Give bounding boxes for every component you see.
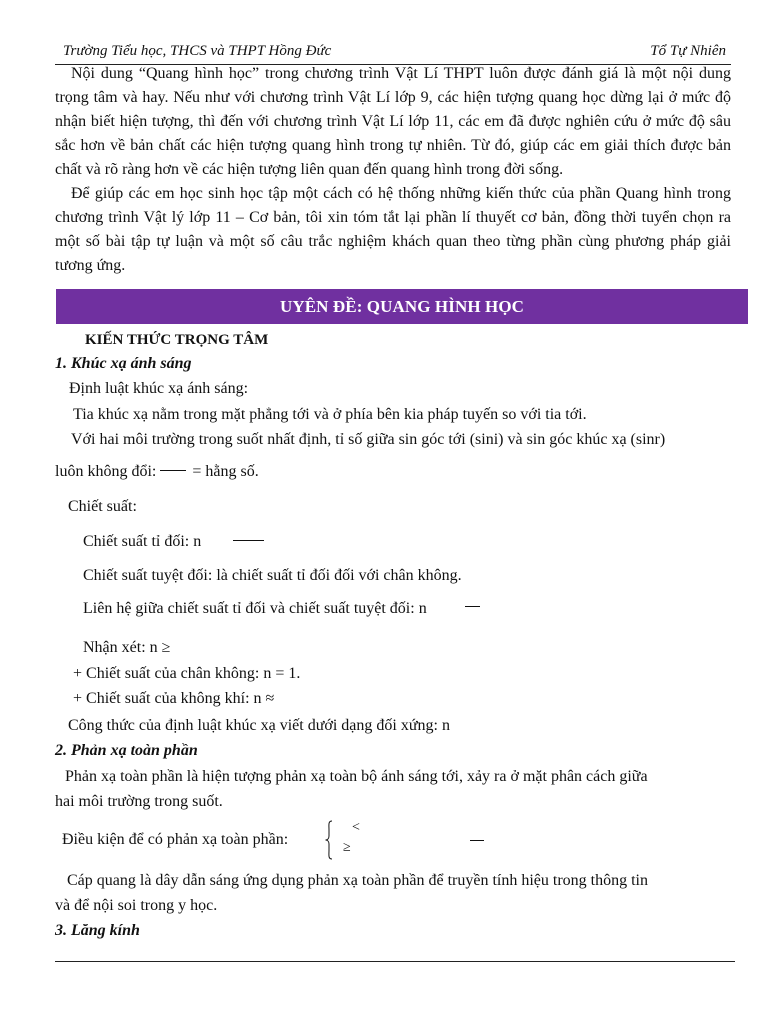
department-name: Tổ Tự Nhiên [650,43,726,59]
total-reflection-line-2: hai môi trường trong suốt. [55,793,223,810]
remark-line: Nhận xét: n ≥ [83,639,171,656]
relative-index-line [83,531,266,553]
document-page [55,0,731,1024]
intro-paragraph-2: Để giúp các em học sinh học tập một cách có hệ thống những kiến thức của phần Quang hình trong chương trình Vật lý lớp 11 – Cơ bản, tôi xin tóm tắt lại phần lí thuyết cơ bản, đồng thời tuyển chọn ra một số bài tập tự luận và một số câu trắc nghiệm khách quan theo từng phần cùng phương pháp giải tương ứng. [55,185,731,274]
fiber-optic-line-2: và để nội soi trong y học. [55,897,218,914]
refractive-index-title: Chiết suất: [68,498,137,515]
refraction-law-line-1: Tia khúc xạ nằm trong mặt phẳng tới và ở phía bên kia pháp tuyến so với tia tới. [73,406,587,423]
refraction-law-title: Định luật khúc xạ ánh sáng: [69,380,249,397]
law-line-3-suffix: = hằng số. [192,463,259,480]
intro-paragraph-1: Nội dung “Quang hình học” trong chương trình Vật Lí THPT luôn được đánh giá là một nội dung trọng tâm và hay. Nếu như với chương trình Vật Lí lớp 9, các hiện tượng quang học dừng lại ở mức độ nhận biết hiện tượng, thì đến với chương trình Vật Lí lớp 11, các em đã được nghiên cứu ở mức độ sâu sắc hơn về bản chất các hiện tượng quang hình trong tự nhiên. Từ đó, giúp các em giải thích được bản chất và rõ ràng hơn về các hiện tượng liên quan đến quang hình trong đời sống. [55,65,731,178]
condition-fraction-line [470,840,484,841]
intro-section [55,62,731,278]
condition-greater-equal: ≥ [343,840,351,855]
section-title-banner: UYÊN ĐỀ: QUANG HÌNH HỌC [56,289,748,324]
school-name: Trường Tiểu học, THCS và THPT Hồng Đức [63,43,332,59]
air-index-line: + Chiết suất của không khí: n ≈ [73,690,275,707]
total-reflection-line-1: Phản xạ toàn phần là hiện tượng phản xạ toàn bộ ánh sáng tới, xảy ra ở mặt phân cách giữa [65,768,648,785]
core-knowledge-heading: KIẾN THỨC TRỌNG TÂM [85,332,269,348]
total-reflection-heading: 2. Phản xạ toàn phần [55,742,198,759]
sin-ratio-fraction [160,470,186,471]
index-relation-label: Liên hệ giữa chiết suất tỉ đối và chiết suất tuyệt đối: n [83,600,427,617]
index-relation-fraction [465,606,480,607]
refraction-law-line-3 [55,461,259,483]
refraction-heading: 1. Khúc xạ ánh sáng [55,355,192,372]
index-relation-line [83,598,480,620]
absolute-index-line: Chiết suất tuyệt đối: là chiết suất tỉ đối đối với chân không. [83,567,462,584]
relative-index-label: Chiết suất tỉ đối: n [83,533,202,550]
vacuum-index-line: + Chiết suất của chân không: n = 1. [73,665,301,682]
symmetric-form-line: Công thức của định luật khúc xạ viết dưới dạng đối xứng: n [68,717,450,734]
condition-brace [325,820,333,860]
fiber-optic-line-1: Cáp quang là dây dẫn sáng ứng dụng phản xạ toàn phần để truyền tính hiệu trong thông tin [67,872,648,889]
total-reflection-condition: Điều kiện để có phản xạ toàn phần: [62,831,289,848]
refraction-law-line-2: Với hai môi trường trong suốt nhất định, tỉ số giữa sin góc tới (sini) và sin góc khúc xạ (sinr) [71,431,666,448]
condition-less-than: < [352,820,360,835]
relative-index-fraction [233,540,264,541]
law-line-3-prefix: luôn không đổi: [55,463,157,480]
prism-heading: 3. Lăng kính [55,922,140,939]
footer-rule [55,961,735,962]
